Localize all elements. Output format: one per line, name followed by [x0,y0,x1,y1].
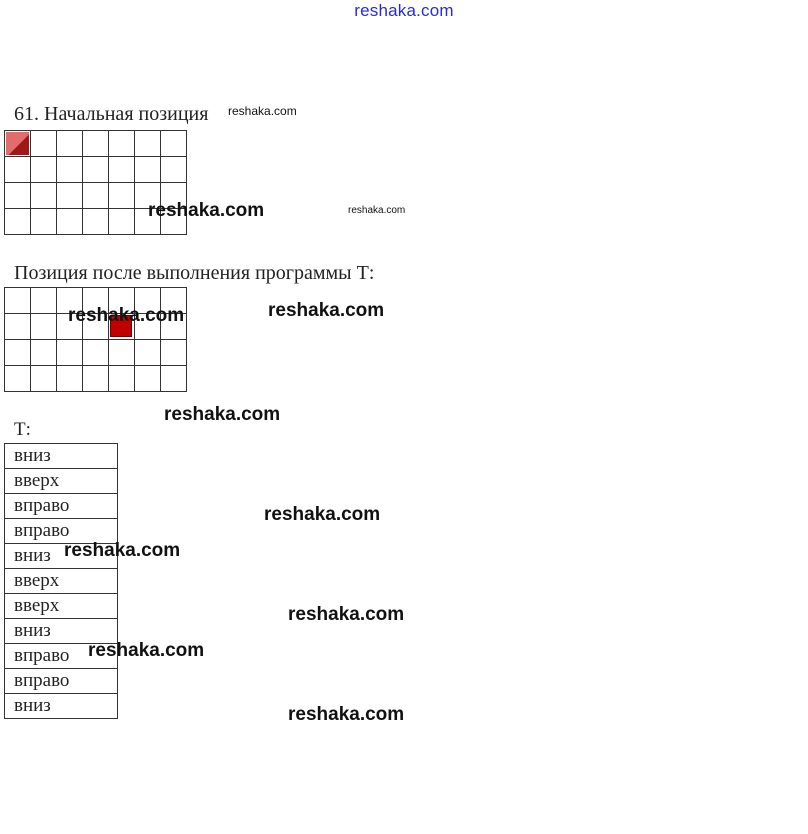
grid-cell [109,183,135,209]
grid-cell [31,183,57,209]
grid-cell [57,131,83,157]
program-row [5,444,118,469]
grid-cell [135,366,161,392]
grid-cell [31,288,57,314]
grid-cell [57,209,83,235]
grid-cell [5,314,31,340]
start-position-heading: 61. Начальная позиция [14,103,209,125]
watermark: reshaka.com [264,504,381,525]
grid-cell [31,209,57,235]
grid-cell [83,209,109,235]
grid-cell [5,288,31,314]
program-table [4,443,118,719]
grid-cell [161,340,187,366]
grid-cell [83,366,109,392]
program-command: вверх [5,594,118,619]
watermark: reshaka.com [288,604,405,625]
program-command: вниз [5,619,118,644]
grid-cell [31,157,57,183]
grid-cell [161,131,187,157]
program-row [5,569,118,594]
grid-cell [135,131,161,157]
grid-cell [161,157,187,183]
robot-marker [6,132,29,155]
watermark: reshaka.com [148,200,265,221]
grid-cell [135,157,161,183]
grid-cell [109,340,135,366]
grid-cell [109,131,135,157]
grid-cell [57,366,83,392]
grid-cell [135,340,161,366]
grid-cell [5,366,31,392]
end-position-grid [4,287,187,392]
grid-cell [5,209,31,235]
watermark: reshaka.com [68,305,185,326]
watermark: reshaka.com [88,640,205,661]
grid-cell [57,157,83,183]
program-command: вправо [5,669,118,694]
grid-cell [83,340,109,366]
watermark: reshaka.com [64,540,181,561]
grid-cell [109,157,135,183]
watermark: reshaka.com [268,300,385,321]
grid-cell [31,340,57,366]
program-row [5,669,118,694]
grid-cell [83,131,109,157]
program-command: вниз [5,544,118,569]
site-header-link[interactable]: reshaka.com [354,1,454,20]
watermark: reshaka.com [348,205,406,216]
program-heading: Т: [14,419,31,440]
grid-cell [57,340,83,366]
grid-cell [31,314,57,340]
program-command: вверх [5,569,118,594]
watermark: reshaka.com [288,704,405,725]
grid-cell [5,131,31,157]
program-row [5,594,118,619]
program-command: вверх [5,469,118,494]
grid-cell [5,157,31,183]
program-row [5,494,118,519]
program-command: вправо [5,494,118,519]
grid-cell [31,131,57,157]
grid-cell [5,183,31,209]
grid-cell [5,340,31,366]
program-command: вниз [5,444,118,469]
grid-cell [57,183,83,209]
program-row [5,469,118,494]
grid-cell [83,183,109,209]
grid-cell [31,366,57,392]
grid-cell [83,157,109,183]
watermark: reshaka.com [164,404,281,425]
program-row [5,694,118,719]
end-position-heading: Позиция после выполнения программы Т: [14,262,375,284]
grid-cell [161,366,187,392]
program-command: вправо [5,519,118,544]
grid-cell [109,209,135,235]
program-command: вправо [5,644,118,669]
grid-cell [109,366,135,392]
watermark: reshaka.com [228,104,297,118]
program-command: вниз [5,694,118,719]
